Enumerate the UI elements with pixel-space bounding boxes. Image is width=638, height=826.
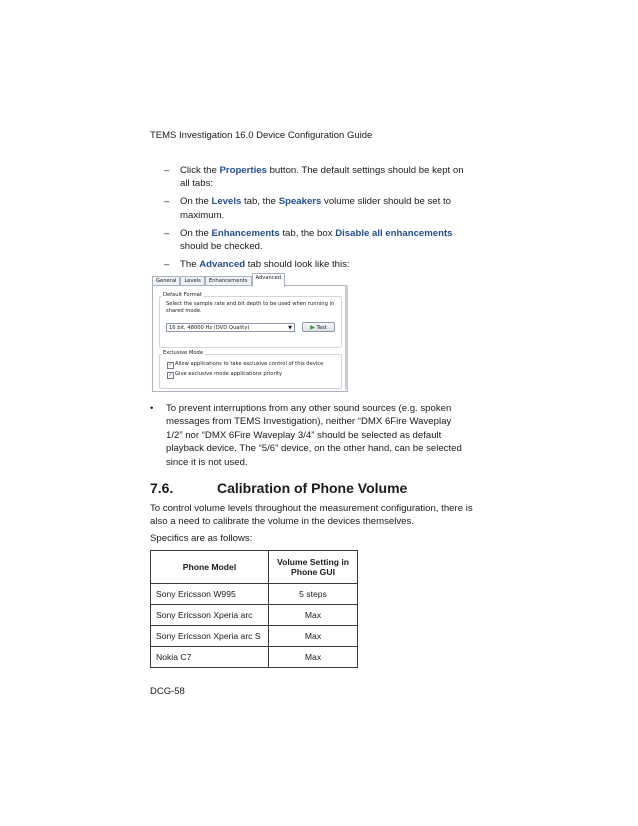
priority-label: Give exclusive mode applications priority (175, 371, 283, 377)
volume-cell: Max (269, 626, 358, 647)
play-icon: ▶ (310, 324, 315, 331)
volume-cell: Max (269, 647, 358, 668)
step-text: Click the (180, 165, 220, 176)
step-text: On the (180, 227, 212, 239)
advanced-panel (152, 285, 348, 392)
phone-model-cell: Nokia C7 (151, 647, 269, 668)
allow-exclusive-checkbox[interactable]: ✓ (168, 362, 173, 368)
keyword-speakers: Speakers (278, 196, 322, 208)
step-text: On the (180, 196, 212, 208)
scrollbar[interactable] (345, 285, 348, 390)
keyword-levels: Levels (211, 196, 242, 208)
table-header-row (151, 551, 358, 584)
header-phone-model: Phone Model (151, 551, 269, 584)
step-text: volume slider should be set to maximum. (180, 196, 451, 221)
step-text: The (180, 259, 200, 271)
allow-exclusive-label: Allow applications to take exclusive control of this device (175, 361, 324, 367)
keyword-enhancements: Enhancements (211, 227, 280, 239)
step-properties (164, 164, 474, 190)
step-text: tab should look like this: (245, 259, 350, 271)
volume-cell: Max (269, 605, 358, 626)
default-format-description: Select the sample rate and bit depth to be used when running in shared mode. (166, 301, 335, 314)
phone-model-cell: Sony Ericsson Xperia arc S (151, 626, 269, 647)
dash-mark: – (164, 196, 170, 208)
step-list (164, 164, 474, 276)
test-button[interactable] (302, 322, 335, 332)
step-text: button. The default settings should be kept on all tabs: (180, 165, 464, 190)
selected-format: 16 bit, 48000 Hz (DVD Quality) (169, 325, 250, 331)
keyword-disable-enhancements: Disable all enhancements (335, 227, 453, 239)
step-levels (164, 195, 474, 221)
step-text: should be checked. (180, 241, 263, 253)
step-text: tab, the box (279, 227, 336, 239)
test-button-label: Test (316, 325, 327, 331)
step-enhancements (164, 227, 474, 253)
tab-enhancements[interactable]: Enhancements (205, 276, 252, 286)
header-volume-setting: Volume Setting in Phone GUI (269, 551, 358, 584)
specifics-paragraph: Specifics are as follows: (150, 533, 253, 544)
advanced-tab-screenshot (152, 273, 348, 392)
chevron-down-icon: ▼ (288, 325, 292, 331)
phone-model-cell: Sony Ericsson W995 (151, 584, 269, 605)
page-number: DCG-58 (150, 686, 185, 697)
dash-mark: – (164, 259, 170, 271)
keyword-advanced: Advanced (199, 259, 246, 271)
table-row (151, 647, 358, 668)
section-number: 7.6. (150, 480, 174, 496)
running-header: TEMS Investigation 16.0 Device Configuration Guide (150, 130, 373, 141)
table-row (151, 626, 358, 647)
phone-model-cell: Sony Ericsson Xperia arc (151, 605, 269, 626)
dash-mark: – (164, 165, 170, 176)
tab-advanced[interactable]: Advanced (252, 273, 286, 287)
dash-mark: – (164, 227, 170, 239)
intro-paragraph: To control volume levels throughout the measurement configuration, there is also a need to calibrate the volume in the devices themselves. (150, 503, 473, 528)
tab-general[interactable]: General (152, 276, 180, 286)
table-row (151, 584, 358, 605)
section-title: Calibration of Phone Volume (217, 480, 408, 496)
bullet-item (150, 402, 470, 469)
default-format-title: Default Format (163, 292, 202, 298)
volume-table (150, 550, 358, 668)
step-text: tab, the (241, 196, 279, 208)
bullet-mark: • (150, 403, 154, 414)
step-advanced (164, 258, 474, 271)
bullet-text: To prevent interruptions from any other sound sources (e.g. spoken messages from TEMS Investigation), neither “DMX 6Fire Waveplay 1/2” nor “DMX 6Fire Waveplay 3/4” should be selected as default playback device. The “5/6” device, on the other hand, can be selected since it is not used. (166, 403, 462, 468)
keyword-properties: Properties (219, 165, 267, 176)
table-row (151, 605, 358, 626)
exclusive-mode-title: Exclusive Mode (163, 350, 204, 356)
sample-rate-dropdown[interactable] (166, 323, 295, 332)
volume-cell: 5 steps (269, 584, 358, 605)
priority-checkbox[interactable]: ✓ (168, 372, 173, 378)
tab-levels[interactable]: Levels (180, 276, 204, 286)
